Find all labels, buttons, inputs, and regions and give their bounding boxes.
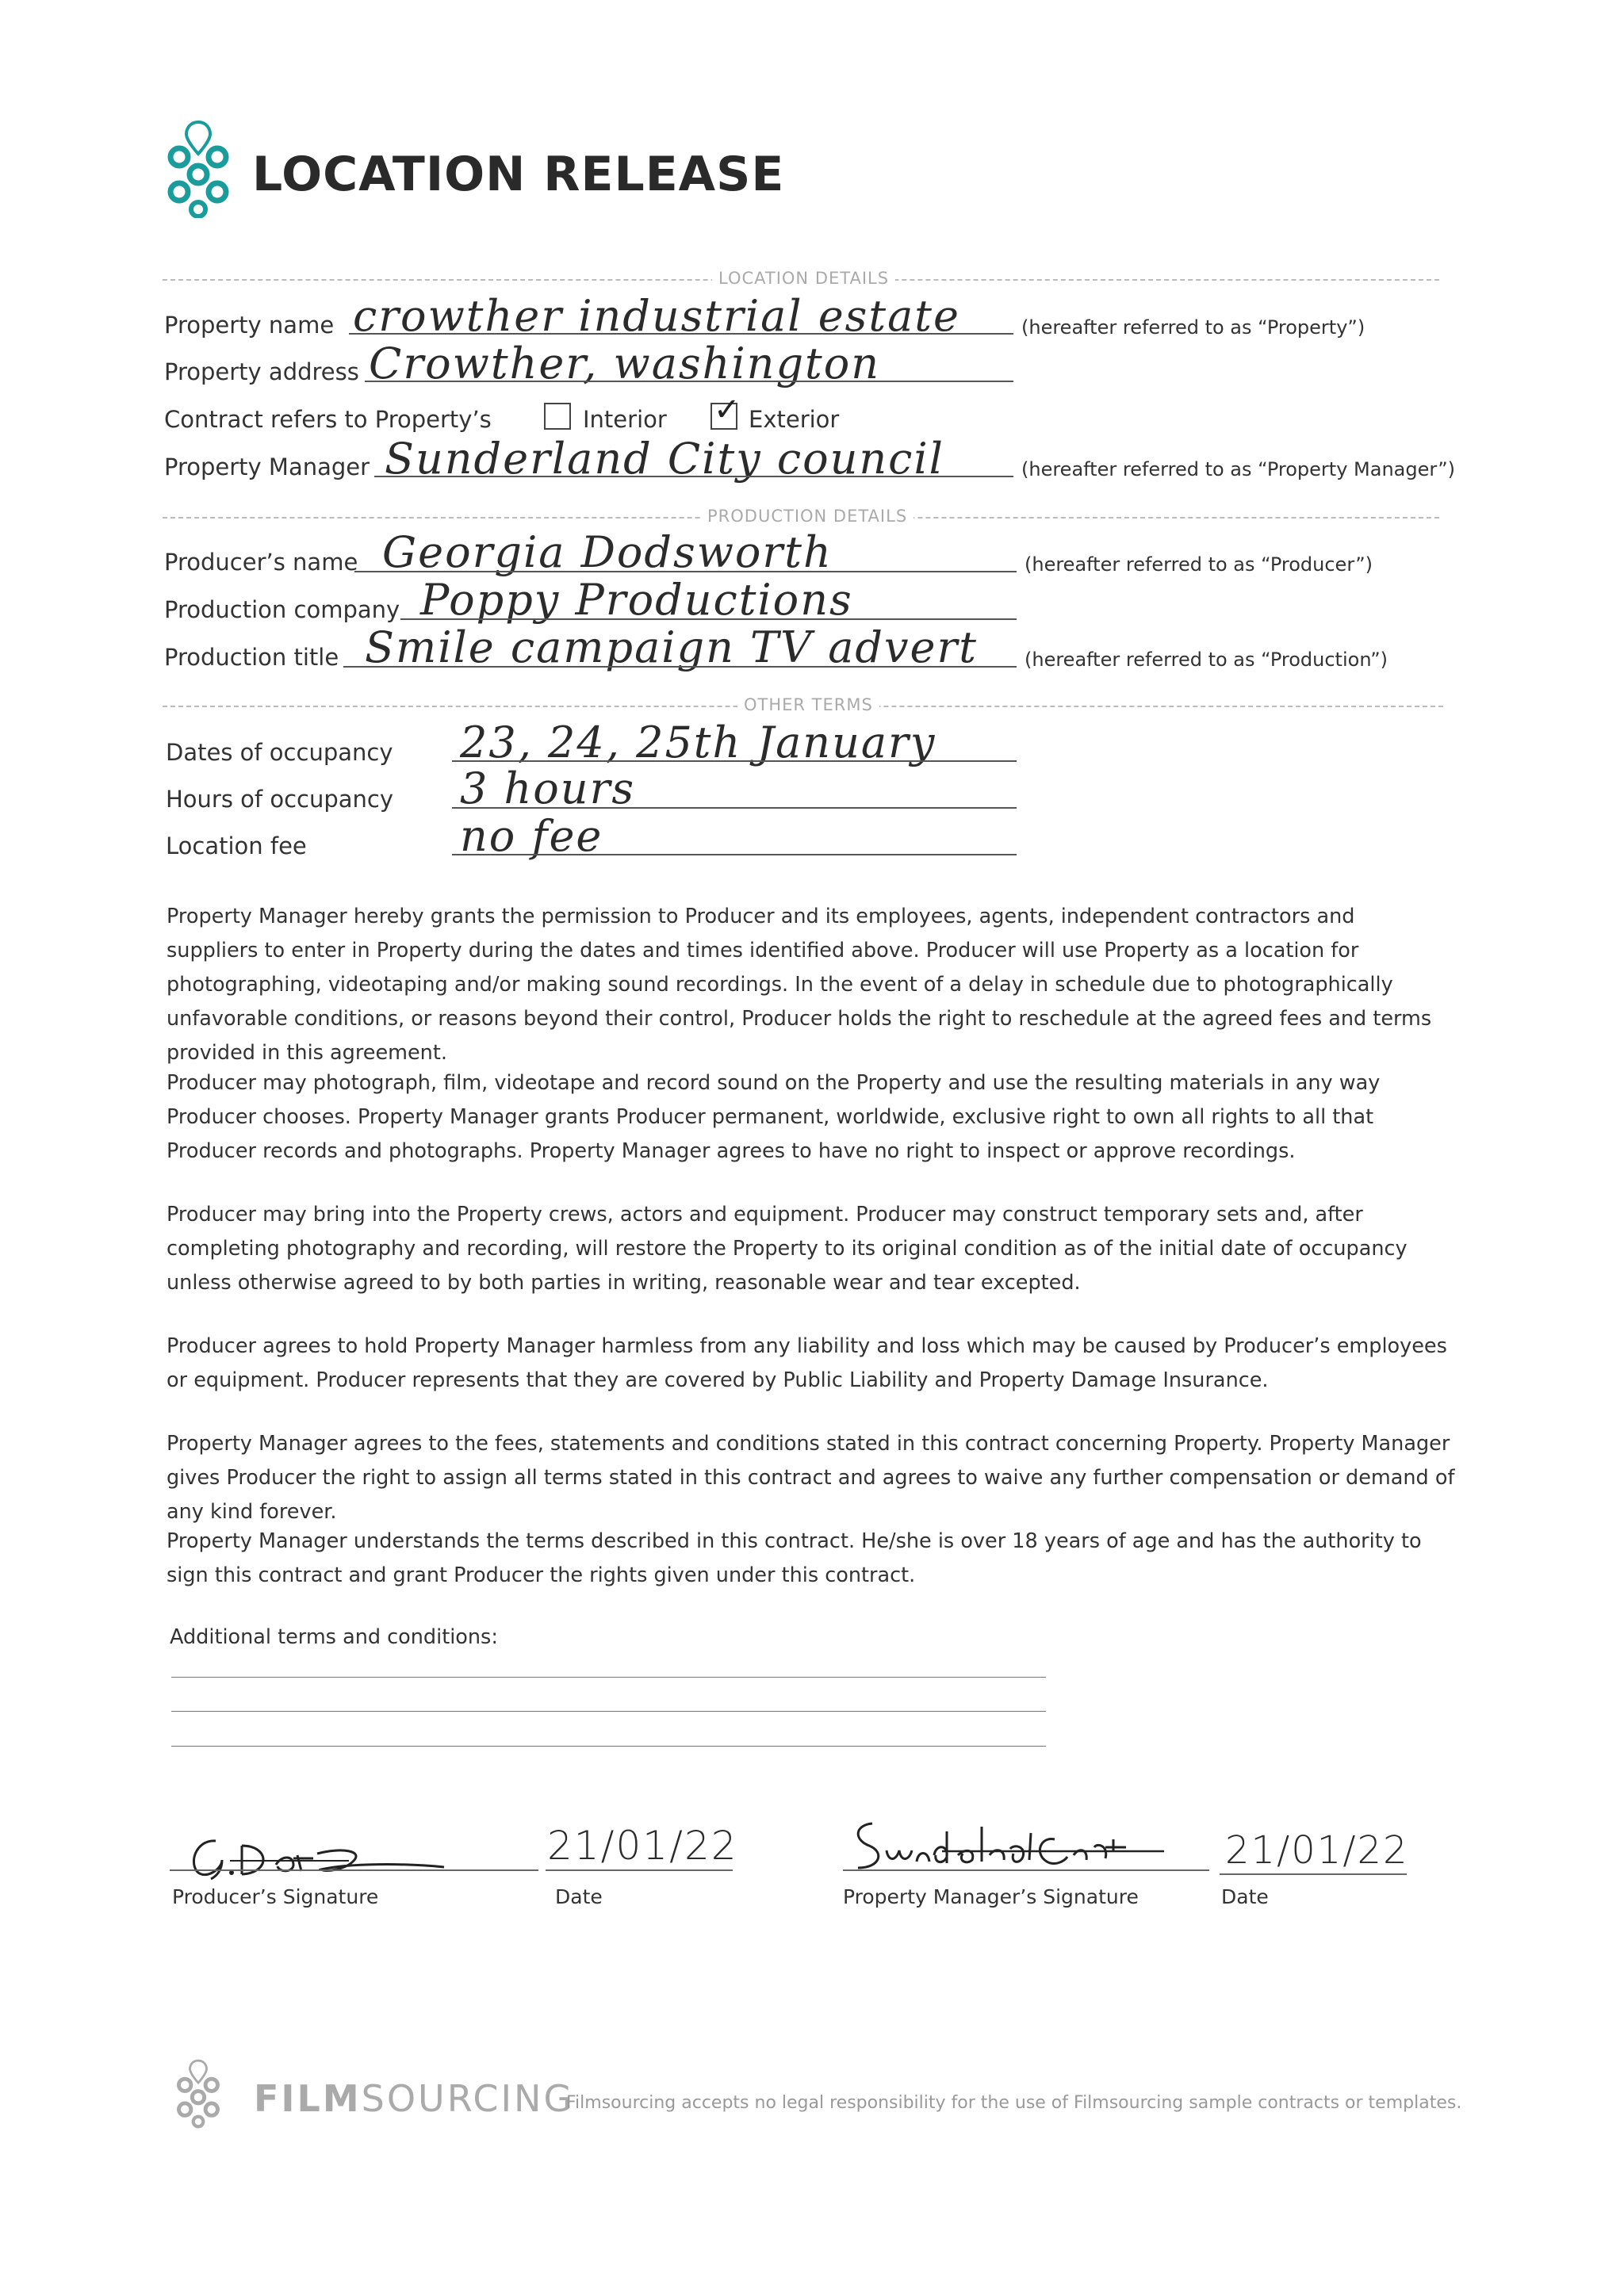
terms-paragraph: Property Manager understands the terms described in this contract. He/she is over 18 years of age and has the authority to sign this contract and grant Producer the rights given under this contract.: [167, 1529, 1422, 1587]
producer-date-line: [546, 1869, 733, 1871]
terms-paragraph: Property Manager agrees to the fees, statements and conditions stated in this contract concerning Property. Property Manager gives Producer the right to assign all terms stated in this contract and agrees to waive any further compensation or demand of any kind forever.: [167, 1432, 1455, 1524]
manager-signature-label: Property Manager’s Signature: [843, 1885, 1139, 1908]
footer-brand-bold: FILM: [254, 2077, 362, 2120]
hours-label: Hours of occupancy: [166, 786, 394, 813]
footer-disclaimer: Filmsourcing accepts no legal responsibility for the use of Filmsourcing sample contracts or templates.: [566, 2093, 1462, 2113]
producer-name-value[interactable]: Georgia Dodsworth: [382, 527, 833, 577]
manager-signature-line: [843, 1869, 1209, 1871]
property-address-line: [365, 381, 1013, 382]
hours-value[interactable]: 3 hours: [460, 763, 636, 813]
property-address-label: Property address: [164, 358, 359, 385]
terms-paragraph: Producer may photograph, film, videotape and record sound on the Property and use the resulting materials in any way Producer chooses. Property Manager grants Producer permanent, worldwide, exclusive right to own all rights to all that Producer records and photographs. Property Manager agrees to have no right to inspect or approve recordings.: [167, 1071, 1381, 1163]
producer-signature-label: Producer’s Signature: [172, 1885, 379, 1908]
section-label-location: LOCATION DETAILS: [712, 269, 895, 288]
additional-terms-line[interactable]: [171, 1746, 1046, 1747]
producer-name-label: Producer’s name: [164, 549, 358, 576]
manager-date-line: [1220, 1873, 1407, 1875]
property-name-label: Property name: [164, 312, 335, 339]
property-manager-hint: (hereafter referred to as “Property Manager”): [1021, 458, 1456, 480]
producer-date-label: Date: [555, 1885, 603, 1908]
exterior-check-icon: ✓: [714, 392, 741, 428]
footer-brand-light: SOURCING: [361, 2077, 575, 2120]
manager-date-label: Date: [1221, 1885, 1269, 1908]
property-name-value[interactable]: crowther industrial estate: [353, 291, 960, 341]
production-title-line: [343, 666, 1017, 668]
additional-terms-line[interactable]: [171, 1711, 1046, 1712]
terms-paragraph: Producer may bring into the Property crews, actors and equipment. Producer may construct temporary sets and, after completing photography and recording, will restore the Property to its original condition as of the initial date of occupancy unless otherwise agreed to by both parties in writing, reasonable wear and tear excepted.: [167, 1203, 1408, 1295]
interior-label: Interior: [583, 406, 667, 433]
contract-refers-label: Contract refers to Property’s: [164, 406, 492, 433]
additional-terms-label: Additional terms and conditions:: [170, 1625, 498, 1649]
production-company-line: [400, 618, 1017, 620]
production-company-value[interactable]: Poppy Productions: [420, 575, 853, 625]
section-label-production: PRODUCTION DETAILS: [701, 507, 914, 526]
property-manager-label: Property Manager: [164, 453, 370, 480]
header-logo: [159, 119, 238, 218]
producer-signature-scribble: [182, 1823, 452, 1887]
production-title-hint: (hereafter referred to as “Production”): [1025, 649, 1388, 671]
section-label-other-terms: OTHER TERMS: [737, 695, 879, 714]
producer-signature-line: [170, 1869, 538, 1871]
interior-checkbox[interactable]: [544, 403, 571, 430]
terms-paragraph: Producer agrees to hold Property Manager harmless from any liability and loss which may be caused by Producer’s employees or equipment. Producer represents that they are covered by Public Liability and Property Damage Insurance.: [167, 1334, 1447, 1392]
exterior-label: Exterior: [749, 406, 840, 433]
producer-date-value[interactable]: 21/01/22: [547, 1823, 738, 1869]
terms-paragraph: Property Manager hereby grants the permission to Producer and its employees, agents, independent contractors and suppliers to enter in Property during the dates and times identified above. Producer will use Property as a location for photographing, videotaping and/or making sound recordings. In the event of a delay in schedule due to photographically unfavorable conditions, or reasons beyond their control, Producer holds the right to reschedule at the agreed fees and terms provided in this agreement.: [167, 905, 1432, 1065]
hours-line: [452, 807, 1017, 809]
production-title-label: Production title: [164, 644, 339, 671]
page-title: LOCATION RELEASE: [252, 147, 785, 202]
location-pin-flower-icon: [159, 119, 238, 218]
production-title-value[interactable]: Smile campaign TV advert: [365, 622, 978, 672]
producer-name-line: [354, 571, 1017, 572]
fee-value[interactable]: no fee: [460, 811, 603, 861]
property-name-hint: (hereafter referred to as “Property”): [1021, 316, 1365, 339]
exterior-checkbox[interactable]: [710, 392, 741, 430]
dates-line: [452, 760, 1017, 762]
property-manager-value[interactable]: Sunderland City council: [385, 434, 944, 484]
additional-terms-line[interactable]: [171, 1677, 1046, 1678]
producer-signature[interactable]: [182, 1823, 452, 1887]
property-address-value[interactable]: Crowther, washington: [369, 339, 881, 388]
footer-brand: [254, 2077, 574, 2120]
fee-line: [452, 854, 1017, 855]
footer-logo: [170, 2053, 226, 2133]
dates-label: Dates of occupancy: [166, 739, 393, 766]
dates-value[interactable]: 23, 24, 25th January: [460, 718, 936, 767]
property-manager-line: [374, 476, 1013, 477]
producer-name-hint: (hereafter referred to as “Producer”): [1025, 553, 1373, 576]
production-company-label: Production company: [164, 596, 400, 623]
property-name-line: [349, 333, 1013, 335]
fee-label: Location fee: [166, 832, 307, 859]
manager-date-value[interactable]: 21/01/22: [1225, 1828, 1409, 1873]
location-pin-flower-icon: [170, 2053, 226, 2133]
